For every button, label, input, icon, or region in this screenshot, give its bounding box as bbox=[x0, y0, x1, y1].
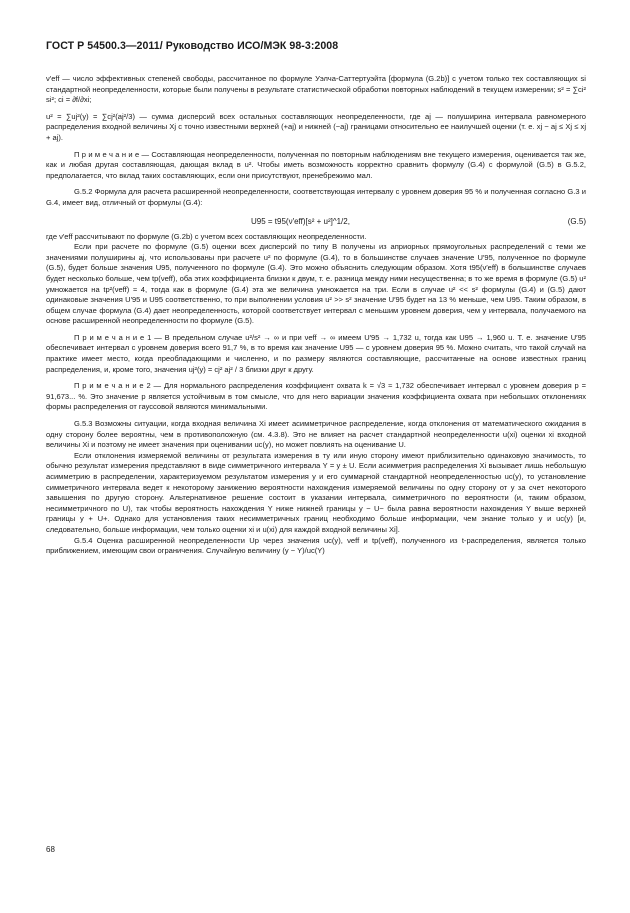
formula-g5 bbox=[46, 217, 586, 226]
paragraph-asymmetry: Если отклонения измеряемой величины от результата измерения в ту или иную сторону имеют приблизительно одинаковую значимость, то обычно результат измерения представляют в виде симметричного интервала Y = y ± U. Если асимметрия распределения Xi вызывает лишь небольшую асимметрию в распределении, характеризуемом результатом измерения y и его суммарной стандартной неопределенностью uc(y), то установление симметричного интервала ведет к некоторому занижению вероятности нахождения измеряемой величины по одну сторону от y за счет некоторого завышения по другую сторону. Альтернативное решение состоит в указании интервала, симметричного по вероятности (и, таким образом, несимметричного по U), так чтобы вероятность нахождения Y ниже нижней границы y − U− была равна вероятности нахождения Y выше верхней границы y + U+. Однако для установления таких несимметричных границ необходимо больше информации, чем знание только y и uc(y) [и, следовательно, больше информации, чем только оценки xi и u(xi) для каждой входной величины Xi]. bbox=[46, 450, 586, 534]
formula-number: (G.5) bbox=[567, 216, 586, 226]
note-1: П р и м е ч а н и е 1 — В предельном случае u²/s² → ∞ и при νeff → ∞ имеем U′95 → 1,732 u, тогда как U95 → 1,960 u. Т. е. значение U′95 обеспечивает интервал с уровнем доверия всего 91,7 %, в то время как значение U95 — с уровнем доверия 95 %. Можно считать, что такой случай на практике имеет место, когда преобладающими и численно, и по размеру являются составляющие, рассчитанные на основе известных границ распределения, и, кроме того, значения uj²(y) = cj² aj² / 3 близки друг к другу. bbox=[46, 332, 586, 374]
note-2: П р и м е ч а н и е 2 — Для нормального распределения коэффициент охвата k = √3 ≈ 1,732 обеспечивает интервал с уровнем доверия p = 91,673... %. Это значение p является устойчивым в том смысле, что для него вариации значения коэффициента охвата при небольших отклонениях формы распределения от гауссовой являются минимальными. bbox=[46, 381, 586, 412]
note-paragraph: П р и м е ч а н и е — Составляющая неопределенности, полученная по повторным наблюдениям вне текущего измерения, оценивается так же, как и любая другая составляющая, дающая вклад в u². Чтобы иметь возможность корректно сравнить формулу (G.4) с формулой (G.5) в G.5.2, предполагается, что вклад таких составляющих, если они присутствуют, пренебрежимо мал. bbox=[46, 149, 586, 180]
paragraph-g52: G.5.2 Формула для расчета расширенной неопределенности, соответствующая интервалу с уровнем доверия 95 % и полученная согласно G.3 и G.4, имеет вид, отличный от формулы (G.4): bbox=[46, 187, 586, 207]
paragraph-nu-eff: ν′eff — число эффективных степеней свободы, рассчитанное по формуле Уэлча-Саттертуэйта [формула (G.2b)] с учетом только тех составляющих si стандартной неопределенности, которые были получены в результате статистической обработки повторных наблюдений в текущем измерении; s² = ∑ci² si²; ci = ∂f/∂xi; bbox=[46, 74, 586, 105]
paragraph-where: где ν′eff рассчитывают по формуле (G.2b) с учетом всех составляющих неопределенности. bbox=[46, 231, 367, 241]
document-header: ГОСТ Р 54500.3—2011/ Руководство ИСО/МЭК 98-3:2008 bbox=[46, 40, 339, 52]
document-page bbox=[46, 40, 586, 557]
formula-text: U95 = t95(ν′eff)[s² + u²]^1/2, bbox=[251, 216, 350, 226]
paragraph-comparison: Если при расчете по формуле (G.5) оценки всех дисперсий по типу В получены из априорных прямоугольных распределений с теми же значениями полуширины aj, что использованы при расчете u² по формуле (G.4), то в большинстве случаев значение U′95, полученное по формуле (G.5), будет больше значения U95, полученного по формуле (G.4). Это можно объяснить следующим образом. Хотя t95(ν′eff) в большинстве случаев будет несколько больше, чем tp(νeff), оба этих коэффициента близки к двум, т. е. разница между ними несущественна; в то же время в формуле (G.5) u² умножается на tp²(νeff) ≈ 4, тогда как в формуле (G.4) эта же величина умножается на три. Если в случае u² << s² формулы (G.4) и (G.5) дают одинаковые значения U′95 и U95 соответственно, то при выполнении условия u² >> s² значение U′95 будет на 13 % меньше, чем U95. Таким образом, в общем случае формула (G.4) дает неопределенность, которой соответствует интервал с меньшим уровнем доверия, чем у интервала, получаемого на основе расширенной неопределенности по формуле (G.5). bbox=[46, 242, 586, 326]
paragraph-u-squared: u² = ∑uj²(y) = ∑cj²(aj²/3) — сумма дисперсий всех остальных составляющих неопределенности, где aj — полуширина интервала равномерного распределения входной величины Xj с точно известными верхней (+aj) и нижней (−aj) границами относительно ее наилучшей оценки (т. е. xj − aj ≤ Xj ≤ xj + aj). bbox=[46, 111, 586, 142]
page-number: 68 bbox=[46, 845, 55, 854]
paragraph-g54: G.5.4 Оценка расширенной неопределенности Up через значения uc(y), νeff и tp(νeff), полученного из t-распределения, является только приближением, имеющим свои ограничения. Случайную величину (y − Y)/uc(Y) bbox=[46, 535, 586, 556]
paragraph-g53: G.5.3 Возможны ситуации, когда входная величина Xi имеет асимметричное распределение, когда отклонения от математического ожидания в одну сторону более вероятны, чем в противоположную (см. 4.3.8). Это не влияет на расчет стандартной неопределенности u(xi) оценки xi входной величины Xi и поэтому не имеет значения при оценивании uc(y), но может повлиять на оценивание U. bbox=[46, 419, 586, 450]
